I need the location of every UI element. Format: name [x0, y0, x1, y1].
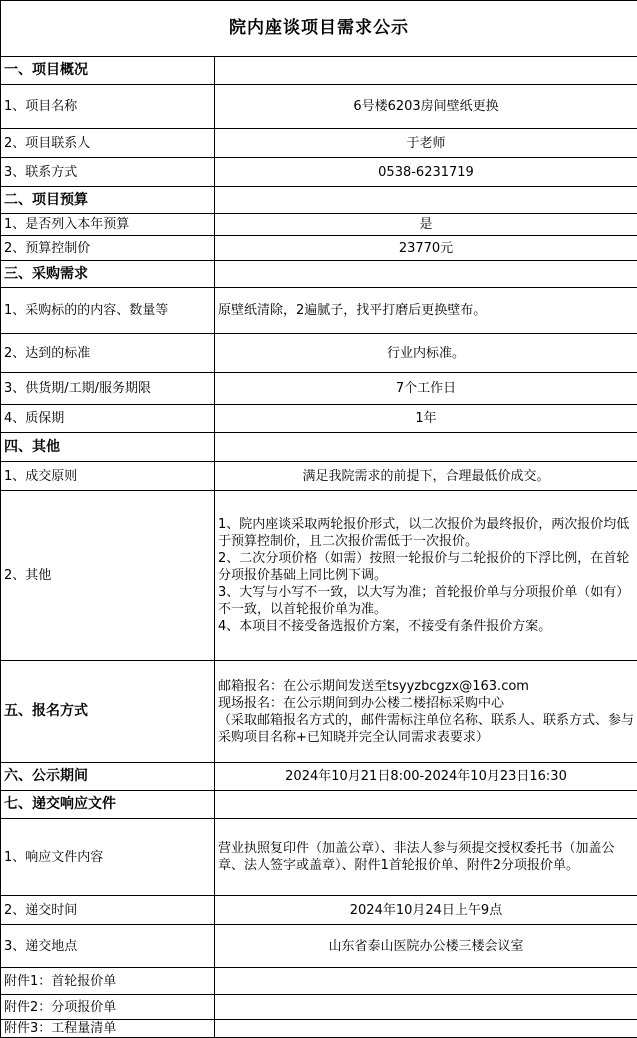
- label-budget-limit: 2、预算控制价: [1, 236, 215, 261]
- other-term-2: 2、二次分项价格（如需）按照一轮报价与二轮报价的下浮比例，在首轮分项报价基础上同比例下调。: [218, 550, 634, 584]
- label-content: 1、采购标的的内容、数量等: [1, 288, 215, 334]
- attachment-1: 附件1：首轮报价单: [1, 968, 215, 995]
- label-principle: 1、成交原则: [1, 462, 215, 491]
- registration-email: 邮箱报名：在公示期间发送至tsyyzbcgzx@163.com: [218, 678, 634, 695]
- label-response-content: 1、响应文件内容: [1, 819, 215, 896]
- label-submit-time: 2、递交时间: [1, 896, 215, 925]
- title-row: [1, 1, 637, 57]
- section-row-procurement: [1, 261, 637, 288]
- value-submit-time: 2024年10月24日上午9点: [215, 896, 637, 925]
- registration-note: （采取邮箱报名方式的，邮件需标注单位名称、联系人、联系方式、参与采购项目名称+已知晓并完全认同需求表要求）: [218, 712, 634, 746]
- other-term-3: 3、大写与小写不一致，以大写为准；首轮报价单与分项报价单（如有）不一致，以首轮报价单为准。: [218, 584, 634, 618]
- value-principle: 满足我院需求的前提下，合理最低价成交。: [215, 462, 637, 491]
- row-attachment-2: [1, 995, 637, 1020]
- label-standard: 2、达到的标准: [1, 334, 215, 373]
- empty-cell: [215, 57, 637, 85]
- row-attachment-1: [1, 968, 637, 995]
- row-attachment-3: [1, 1020, 637, 1038]
- row-in-budget: [1, 214, 637, 236]
- row-contact-phone: [1, 158, 637, 187]
- value-project-name: 6号楼6203房间壁纸更换: [215, 85, 637, 129]
- row-other-terms: [1, 491, 637, 661]
- empty-cell: [215, 995, 637, 1020]
- row-response-content: [1, 819, 637, 896]
- row-period: [1, 763, 637, 791]
- value-submit-place: 山东省泰山医院办公楼三楼会议室: [215, 925, 637, 968]
- section-overview: 一、项目概况: [1, 57, 215, 85]
- row-warranty: [1, 405, 637, 433]
- label-contact-phone: 3、联系方式: [1, 158, 215, 187]
- other-term-4: 4、本项目不接受备选报价方案，不接受有条件报价方案。: [218, 618, 634, 635]
- section-procurement: 三、采购需求: [1, 261, 215, 288]
- section-other: 四、其他: [1, 433, 215, 462]
- value-other-terms: [215, 491, 637, 661]
- value-response-content: 营业执照复印件（加盖公章）、非法人参与须提交授权委托书（加盖公章、法人签字或盖章）、附件1首轮报价单、附件2分项报价单。: [215, 819, 637, 896]
- value-warranty: 1年: [215, 405, 637, 433]
- value-contact-phone: 0538-6231719: [215, 158, 637, 187]
- value-standard: 行业内标准。: [215, 334, 637, 373]
- label-contact-person: 2、项目联系人: [1, 129, 215, 158]
- row-contact-person: [1, 129, 637, 158]
- label-delivery: 3、供货期/工期/服务期限: [1, 373, 215, 405]
- label-in-budget: 1、是否列入本年预算: [1, 214, 215, 236]
- label-project-name: 1、项目名称: [1, 85, 215, 129]
- section-row-overview: [1, 57, 637, 85]
- section-registration: 五、报名方式: [1, 661, 215, 763]
- value-budget-limit: 23770元: [215, 236, 637, 261]
- registration-onsite: 现场报名：在公示期间到办公楼二楼招标采购中心: [218, 695, 634, 712]
- row-submit-time: [1, 896, 637, 925]
- empty-cell: [215, 1020, 637, 1038]
- row-content: [1, 288, 637, 334]
- row-registration: [1, 661, 637, 763]
- other-term-1: 1、院内座谈采取两轮报价形式，以二次报价为最终报价，两次报价均低于预算控制价，且二次报价需低于一次报价。: [218, 516, 634, 550]
- label-warranty: 4、质保期: [1, 405, 215, 433]
- attachment-3: 附件3：工程量清单: [1, 1020, 215, 1038]
- label-submit-place: 3、递交地点: [1, 925, 215, 968]
- empty-cell: [215, 187, 637, 214]
- page-title: 院内座谈项目需求公示: [1, 1, 637, 57]
- empty-cell: [215, 968, 637, 995]
- attachment-2: 附件2：分项报价单: [1, 995, 215, 1020]
- label-other-terms: 2、其他: [1, 491, 215, 661]
- row-submit-place: [1, 925, 637, 968]
- section-row-other: [1, 433, 637, 462]
- row-principle: [1, 462, 637, 491]
- row-standard: [1, 334, 637, 373]
- empty-cell: [215, 433, 637, 462]
- empty-cell: [215, 261, 637, 288]
- value-period: 2024年10月21日8:00-2024年10月23日16:30: [215, 763, 637, 791]
- value-registration: [215, 661, 637, 763]
- section-budget: 二、项目预算: [1, 187, 215, 214]
- section-period: 六、公示期间: [1, 763, 215, 791]
- row-project-name: [1, 85, 637, 129]
- value-in-budget: 是: [215, 214, 637, 236]
- row-delivery: [1, 373, 637, 405]
- empty-cell: [215, 791, 637, 819]
- value-delivery: 7个工作日: [215, 373, 637, 405]
- row-budget-limit: [1, 236, 637, 261]
- value-content: 原壁纸清除，2遍腻子，找平打磨后更换壁布。: [215, 288, 637, 334]
- value-contact-person: 于老师: [215, 129, 637, 158]
- section-row-budget: [1, 187, 637, 214]
- section-submission: 七、递交响应文件: [1, 791, 215, 819]
- section-row-submission: [1, 791, 637, 819]
